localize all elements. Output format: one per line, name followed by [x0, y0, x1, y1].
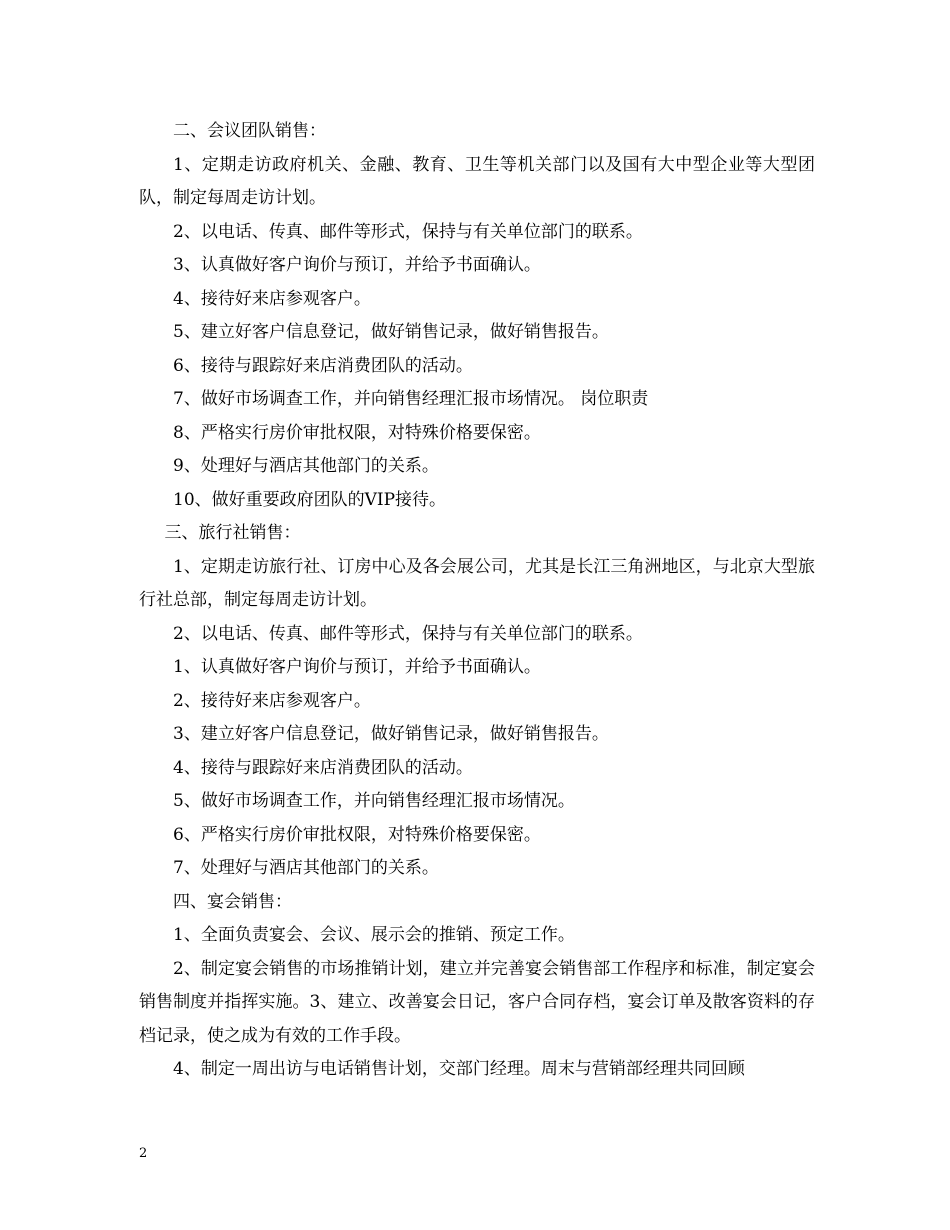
section-heading: 四、宴会销售：	[173, 891, 292, 912]
paragraph: 3、认真做好客户询价与预订，并给予书面确认。	[173, 255, 541, 275]
paragraph: 5、做好市场调查工作，并向销售经理汇报市场情况。	[173, 791, 575, 811]
paragraph: 6、严格实行房价审批权限，对特殊价格要保密。	[173, 824, 541, 845]
section-heading: 二、会议团队销售：	[173, 121, 326, 141]
paragraph: 9、处理好与酒店其他部门的关系。	[173, 456, 439, 476]
paragraph: 8、严格实行房价审批权限，对特殊价格要保密。	[173, 422, 541, 443]
paragraph: 1、定期走访旅行社、订房中心及各会展公司，尤其是长江三角洲地区，与北京大型旅行社总部，制定每周走访计划。	[139, 556, 815, 610]
paragraph: 4、接待好来店参观客户。	[173, 288, 371, 309]
paragraph: 1、认真做好客户询价与预订，并给予书面确认。	[173, 657, 541, 677]
paragraph: 2、以电话、传真、邮件等形式，保持与有关单位部门的联系。	[173, 221, 643, 242]
paragraph: 1、定期走访政府机关、金融、教育、卫生等机关部门以及国有大中型企业等大型团队，制定每周走访计划。	[139, 154, 815, 208]
paragraph: 5、建立好客户信息登记，做好销售记录，做好销售报告。	[173, 322, 609, 342]
section-heading: 三、旅行社销售：	[164, 523, 301, 543]
paragraph: 2、制定宴会销售的市场推销计划，建立并完善宴会销售部工作程序和标准，制定宴会销售制度并指挥实施。3、建立、改善宴会日记，客户合同存档，宴会订单及散客资料的存档记录，使之成为有效的工作手段。	[139, 958, 815, 1046]
paragraph: 10、做好重要政府团队的VIP接待。	[173, 489, 447, 510]
paragraph: 4、接待与跟踪好来店消费团队的活动。	[173, 757, 473, 778]
document-body	[139, 115, 815, 1087]
paragraph: 7、做好市场调查工作，并向销售经理汇报市场情况。 岗位职责	[173, 389, 649, 409]
paragraph: 1、全面负责宴会、会议、展示会的推销、预定工作。	[173, 925, 575, 945]
paragraph: 2、以电话、传真、邮件等形式，保持与有关单位部门的联系。	[173, 623, 643, 644]
paragraph: 4、制定一周出访与电话销售计划，交部门经理。周末与营销部经理共同回顾	[173, 1059, 745, 1079]
paragraph: 7、处理好与酒店其他部门的关系。	[173, 858, 439, 878]
paragraph: 6、接待与跟踪好来店消费团队的活动。	[173, 355, 473, 376]
paragraph: 2、接待好来店参观客户。	[173, 690, 371, 711]
paragraph: 3、建立好客户信息登记，做好销售记录，做好销售报告。	[173, 724, 609, 744]
page-number: 2	[139, 1146, 148, 1161]
